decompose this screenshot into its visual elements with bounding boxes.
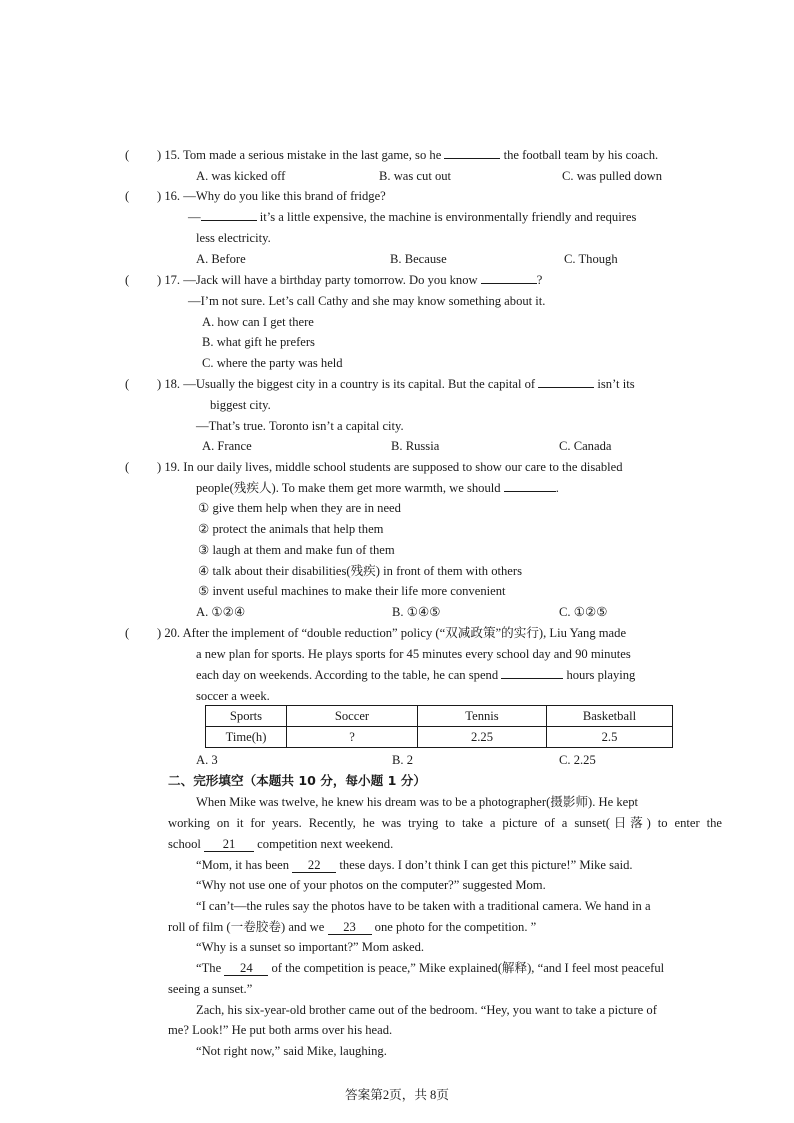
option-20-c[interactable]: C. 2.25 [559,753,596,767]
question-19-stem-cont: people(残疾人). To make them get more warmth, we should . [196,481,559,495]
blank-22[interactable]: 22 [292,859,336,873]
passage-line: When Mike was twelve, he knew his dream was to be a photographer(摄影师). He kept [196,795,639,809]
choice-item-5: ⑤ invent useful machines to make their life more convenient [198,584,506,598]
question-16-reply: — it’s a little expensive, the machine is environmentally friendly and requires [188,210,637,224]
page-footer: 答案第2页，共 8页 [345,1088,449,1102]
option-17-a[interactable]: A. how can I get there [202,315,314,329]
passage-line: me? Look!” He put both arms over his head. [168,1023,393,1037]
question-18-stem: ) 18. —Usually the biggest city in a country is its capital. But the capital of isn’t its [157,377,635,391]
passage-line: “Why not use one of your photos on the computer?” suggested Mom. [196,878,546,892]
option-20-b[interactable]: B. 2 [392,753,413,767]
option-17-b[interactable]: B. what gift he prefers [202,335,315,349]
passage-line: “Why is a sunset so important?” Mom asked. [196,940,425,954]
question-20-stem: ) 20. After the implement of “double reduction” policy (“双减政策”的实行), Liu Yang made [157,626,627,640]
passage-line: Zach, his six-year-old brother came out of the bedroom. “Hey, you want to take a picture of [196,1003,657,1017]
blank-21[interactable]: 21 [204,838,254,852]
question-18-stem-cont: biggest city. [210,398,271,412]
question-19-stem: ) 19. In our daily lives, middle school students are supposed to show our care to the disabled [157,460,623,474]
option-16-c[interactable]: C. Though [564,252,618,266]
table-cell: 2.5 [547,727,673,748]
question-18-reply: —That’s true. Toronto isn’t a capital city. [196,419,404,433]
blank-15[interactable] [444,158,500,159]
option-17-c[interactable]: C. where the party was held [202,356,343,370]
table-cell: 2.25 [418,727,547,748]
table-header-cell: Soccer [287,706,418,727]
passage-line: “I can’t—the rules say the photos have to be taken with a traditional camera. We hand in a [196,899,651,913]
option-15-c[interactable]: C. was pulled down [562,169,663,183]
question-20-line4: soccer a week. [196,689,270,703]
question-20-line2: a new plan for sports. He plays sports for 45 minutes every school day and 90 minutes [196,647,631,661]
option-19-a[interactable]: A. ①②④ [196,605,246,619]
question-16-reply-cont: less electricity. [196,231,271,245]
choice-item-3: ③ laugh at them and make fun of them [198,543,395,557]
table-header-row [206,706,673,727]
passage-line: seeing a sunset.” [168,982,253,996]
section-heading: 二、完形填空（本题共 10 分，每小题 1 分） [168,773,426,788]
question-17-reply: —I’m not sure. Let’s call Cathy and she may know something about it. [188,294,546,308]
option-18-b[interactable]: B. Russia [391,439,440,453]
table-cell: ? [287,727,418,748]
option-19-b[interactable]: B. ①④⑤ [392,605,441,619]
passage-line: “The 24 of the competition is peace,” Mike explained(解释), “and I feel most peaceful [196,961,665,975]
answer-paren-17[interactable]: ( [125,273,130,287]
blank-17[interactable] [481,283,537,284]
table-header-cell: Sports [206,706,287,727]
passage-line: roll of film (一卷胶卷) and we 23 one photo for the competition. ” [168,920,537,934]
table-header-cell: Basketball [547,706,673,727]
option-15-b[interactable]: B. was cut out [379,169,452,183]
blank-16[interactable] [201,220,257,221]
question-15-stem: ) 15. Tom made a serious mistake in the last game, so he the football team by his coach. [157,148,659,162]
option-15-a[interactable]: A. was kicked off [196,169,286,183]
choice-item-4: ④ talk about their disabilities(残疾) in front of them with others [198,564,522,578]
passage-line: school 21 competition next weekend. [168,837,394,851]
question-20-line3: each day on weekends. According to the table, he can spend hours playing [196,668,636,682]
sports-time-table [205,705,673,748]
option-19-c[interactable]: C. ①②⑤ [559,605,608,619]
table-cell: Time(h) [206,727,287,748]
blank-19[interactable] [504,491,556,492]
blank-18[interactable] [538,387,594,388]
choice-item-2: ② protect the animals that help them [198,522,384,536]
option-18-a[interactable]: A. France [202,439,252,453]
passage-line: working on it for years. Recently, he was trying to take a picture of a sunset(日落) to enter the [168,816,722,830]
passage-line: “Not right now,” said Mike, laughing. [196,1044,387,1058]
question-16-stem: ) 16. —Why do you like this brand of fridge? [157,189,386,203]
answer-paren-19[interactable]: ( [125,460,130,474]
table-row [206,727,673,748]
option-16-a[interactable]: A. Before [196,252,246,266]
choice-item-1: ① give them help when they are in need [198,501,401,515]
answer-paren-20[interactable]: ( [125,626,130,640]
blank-24[interactable]: 24 [224,962,268,976]
answer-paren-15[interactable]: ( [125,148,130,162]
question-17-stem: ) 17. —Jack will have a birthday party tomorrow. Do you know ? [157,273,543,287]
blank-23[interactable]: 23 [328,921,372,935]
blank-20[interactable] [501,678,563,679]
option-16-b[interactable]: B. Because [390,252,447,266]
passage-line: “Mom, it has been 22 these days. I don’t think I can get this picture!” Mike said. [196,858,633,872]
answer-paren-18[interactable]: ( [125,377,130,391]
option-20-a[interactable]: A. 3 [196,753,218,767]
answer-paren-16[interactable]: ( [125,189,130,203]
table-header-cell: Tennis [418,706,547,727]
option-18-c[interactable]: C. Canada [559,439,612,453]
